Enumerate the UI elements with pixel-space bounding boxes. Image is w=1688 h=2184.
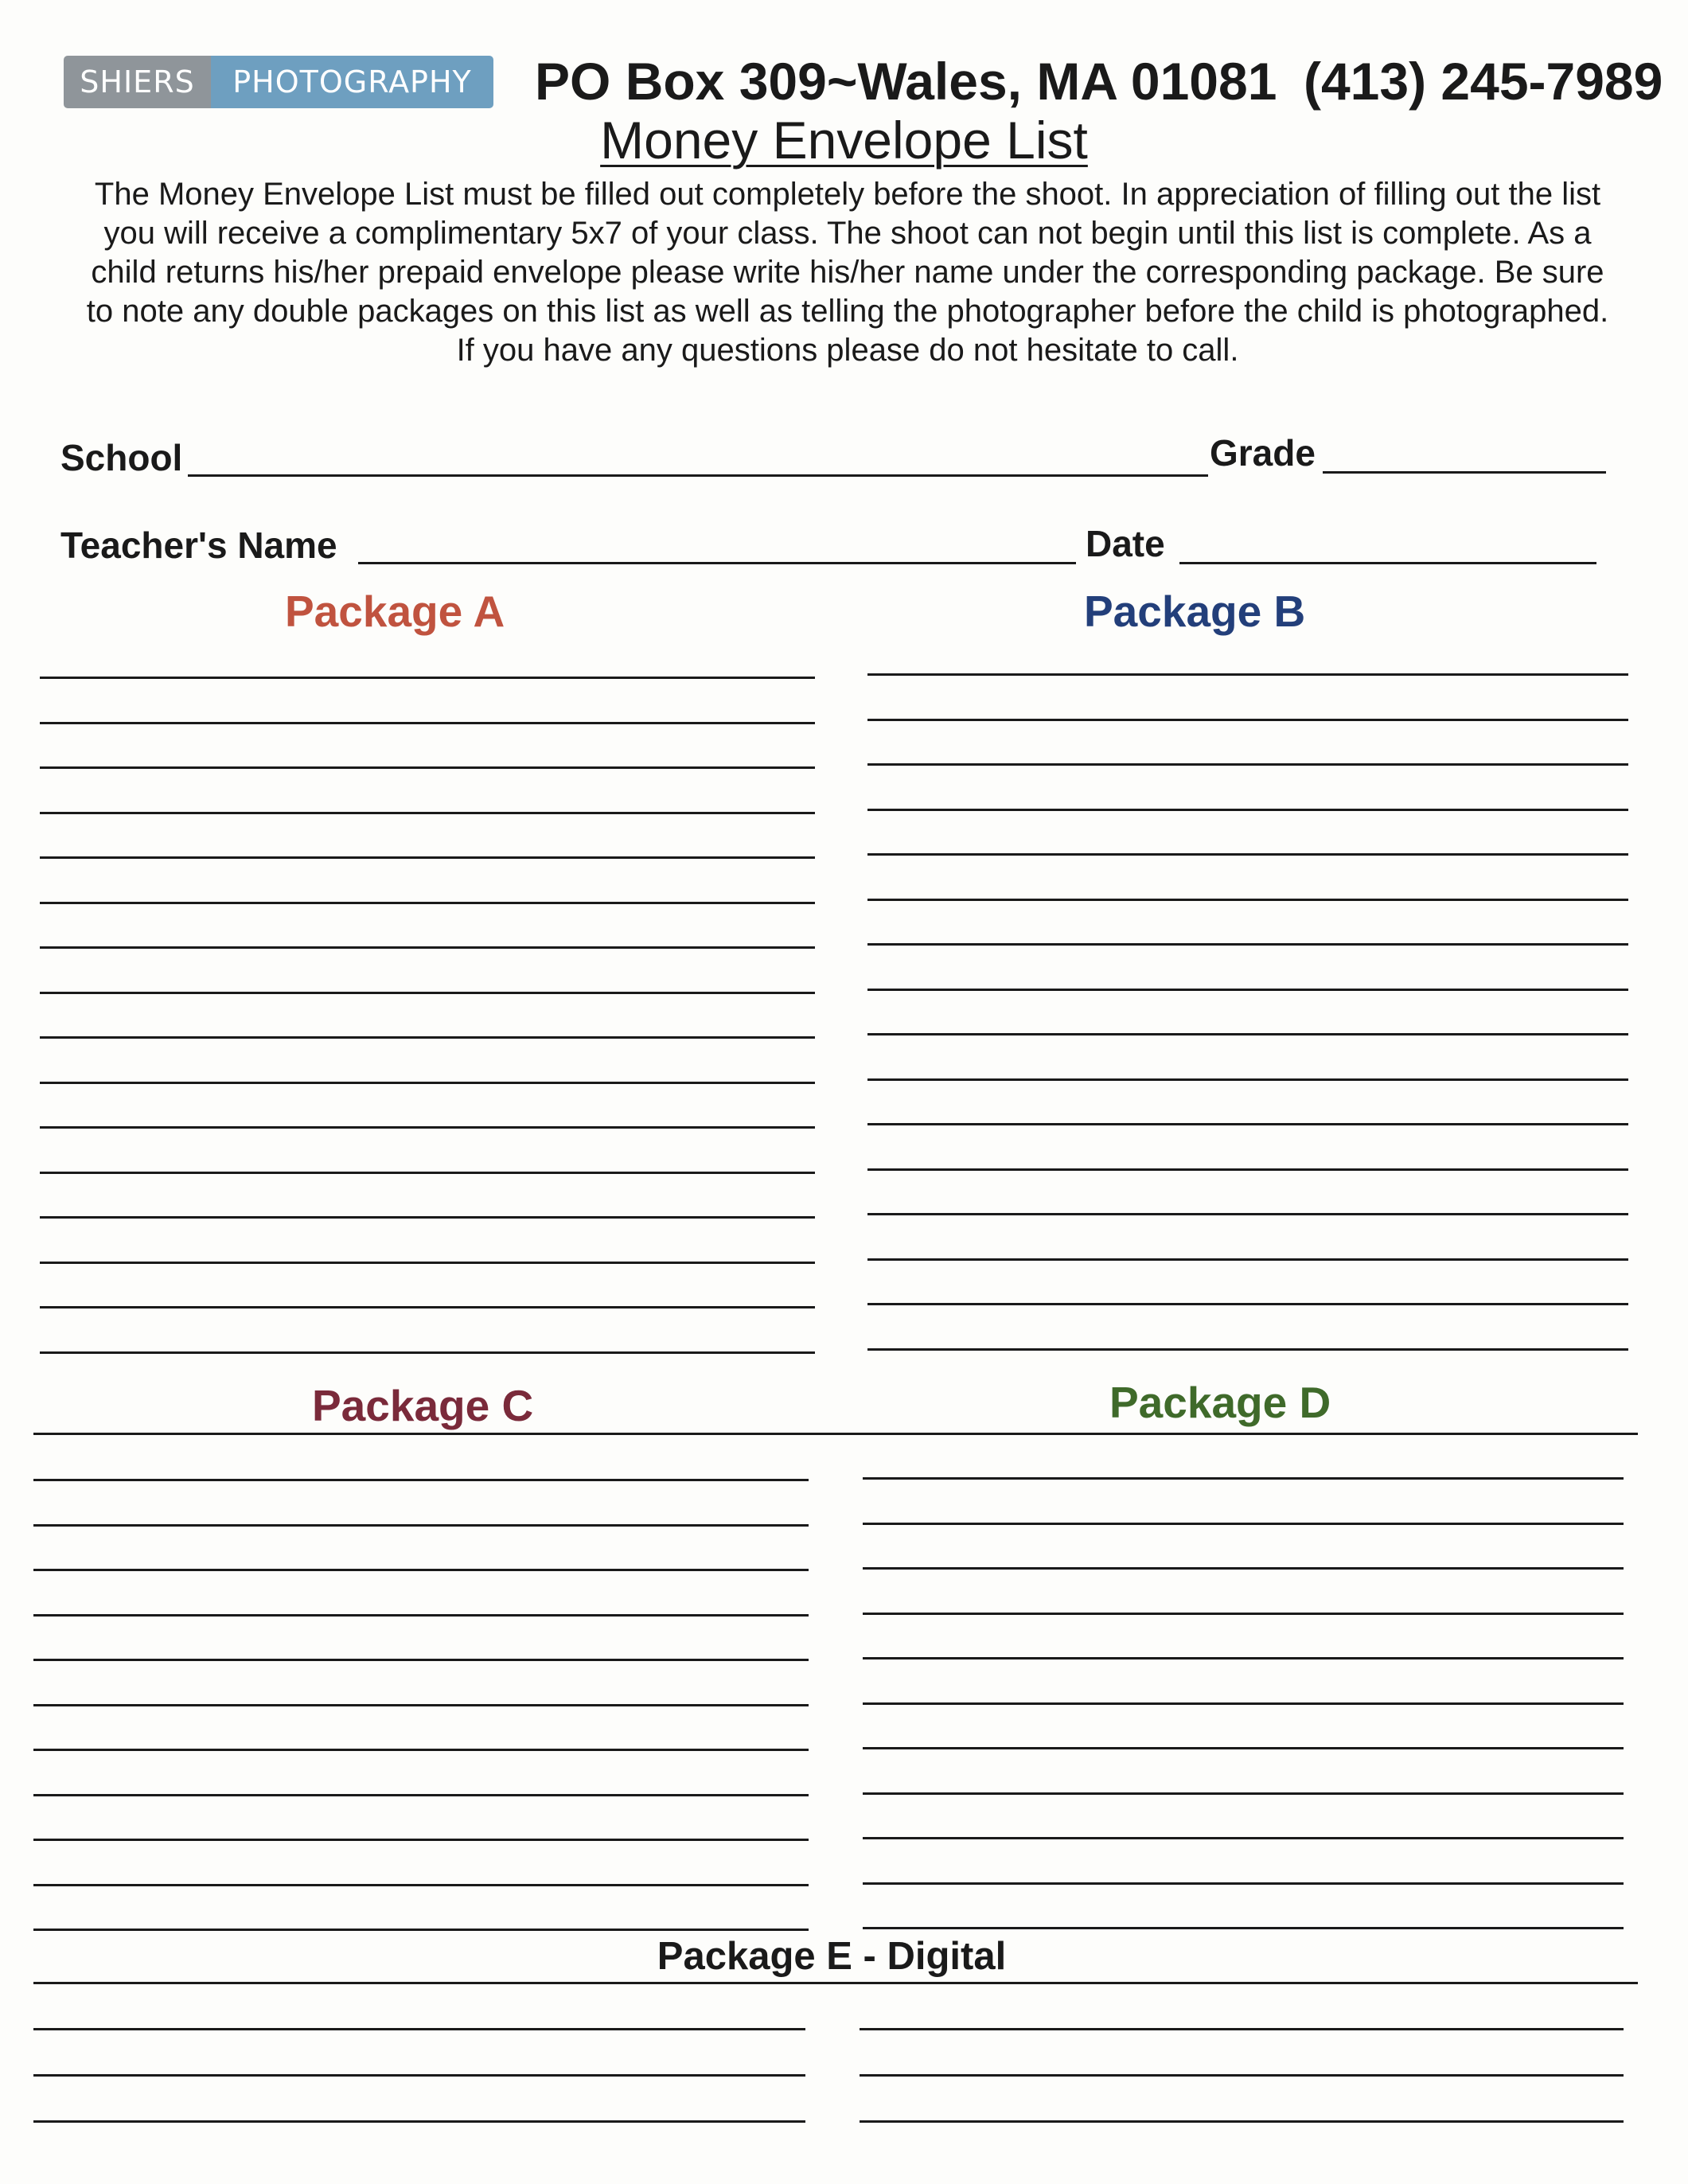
package-c-name-line[interactable] xyxy=(33,1839,809,1841)
package-a-name-line[interactable] xyxy=(40,1306,815,1308)
package-a-name-line[interactable] xyxy=(40,1082,815,1084)
package-b-name-line[interactable] xyxy=(867,899,1628,901)
package-d-name-line[interactable] xyxy=(863,1747,1624,1749)
package-b-name-line[interactable] xyxy=(867,1258,1628,1261)
package-e-heading: Package E - Digital xyxy=(657,1935,1007,1978)
package-b-name-line[interactable] xyxy=(867,989,1628,991)
package-a-name-line[interactable] xyxy=(40,1262,815,1264)
grade-field[interactable] xyxy=(1323,471,1606,474)
package-a-name-line[interactable] xyxy=(40,1216,815,1219)
package-a-name-line[interactable] xyxy=(40,812,815,814)
package-d-name-line[interactable] xyxy=(863,1613,1624,1615)
teacher-name-field[interactable] xyxy=(358,562,1076,564)
instructions-line: The Money Envelope List must be filled out completely before the shoot. In appreciation of filling out the list xyxy=(94,177,1601,212)
package-e-name-line[interactable] xyxy=(860,2028,1624,2030)
instructions-line: child returns his/her prepaid envelope please write his/her name under the corresponding package. Be sure xyxy=(91,255,1604,290)
package-a-name-line[interactable] xyxy=(40,677,815,679)
package-b-heading: Package B xyxy=(1084,587,1306,636)
package-b-name-line[interactable] xyxy=(867,673,1628,676)
package-b-name-line[interactable] xyxy=(867,809,1628,811)
package-c-name-line[interactable] xyxy=(33,1569,809,1571)
company-address: PO Box 309~Wales, MA 01081 xyxy=(535,52,1277,111)
package-c-name-line[interactable] xyxy=(33,1929,809,1931)
package-e-name-line[interactable] xyxy=(33,2028,805,2030)
date-field[interactable] xyxy=(1179,562,1596,564)
package-c-name-line[interactable] xyxy=(33,1524,809,1527)
logo-text-photography: PHOTOGRAPHY xyxy=(211,56,493,108)
instructions-line: you will receive a complimentary 5x7 of your class. The shoot can not begin until this list is complete. As a xyxy=(103,216,1592,251)
package-d-name-line[interactable] xyxy=(863,1927,1624,1929)
package-e-name-line[interactable] xyxy=(33,2120,805,2123)
package-b-name-line[interactable] xyxy=(867,763,1628,766)
package-d-name-line[interactable] xyxy=(863,1477,1624,1480)
date-label: Date xyxy=(1086,523,1165,564)
section-divider xyxy=(33,1433,1638,1435)
package-c-name-line[interactable] xyxy=(33,1614,809,1617)
package-d-name-line[interactable] xyxy=(863,1567,1624,1570)
section-divider xyxy=(33,1982,1638,1984)
package-d-name-line[interactable] xyxy=(863,1657,1624,1659)
grade-label: Grade xyxy=(1210,432,1316,474)
package-e-name-line[interactable] xyxy=(860,2074,1624,2077)
package-b-name-line[interactable] xyxy=(867,1348,1628,1351)
package-b-name-line[interactable] xyxy=(867,1168,1628,1171)
package-d-name-line[interactable] xyxy=(863,1882,1624,1885)
package-a-name-line[interactable] xyxy=(40,1126,815,1129)
instructions-line: to note any double packages on this list as well as telling the photographer before the child is photographed. xyxy=(86,294,1609,329)
package-b-name-line[interactable] xyxy=(867,1078,1628,1081)
package-a-heading: Package A xyxy=(285,587,505,636)
school-field[interactable] xyxy=(188,474,1208,477)
package-d-heading: Package D xyxy=(1109,1378,1331,1427)
instructions xyxy=(44,175,1651,370)
instructions-line: If you have any questions please do not hesitate to call. xyxy=(456,333,1239,368)
package-a-name-line[interactable] xyxy=(40,856,815,859)
package-a-name-line[interactable] xyxy=(40,722,815,724)
package-b-name-line[interactable] xyxy=(867,1033,1628,1035)
package-c-name-line[interactable] xyxy=(33,1704,809,1706)
package-c-heading: Package C xyxy=(312,1381,534,1430)
package-d-name-line[interactable] xyxy=(863,1702,1624,1705)
package-b-name-line[interactable] xyxy=(867,853,1628,856)
package-a-name-line[interactable] xyxy=(40,946,815,949)
package-d-name-line[interactable] xyxy=(863,1792,1624,1795)
package-b-name-line[interactable] xyxy=(867,1123,1628,1125)
logo-text-shiers: SHIERS xyxy=(64,56,211,108)
package-d-name-line[interactable] xyxy=(863,1523,1624,1525)
teacher-name-label: Teacher's Name xyxy=(60,525,337,566)
package-e-name-line[interactable] xyxy=(33,2074,805,2077)
package-d-name-line[interactable] xyxy=(863,1837,1624,1839)
package-c-name-line[interactable] xyxy=(33,1884,809,1886)
package-b-name-line[interactable] xyxy=(867,1213,1628,1215)
package-c-name-line[interactable] xyxy=(33,1749,809,1751)
package-a-name-line[interactable] xyxy=(40,1172,815,1174)
package-b-name-line[interactable] xyxy=(867,1303,1628,1305)
package-c-name-line[interactable] xyxy=(33,1479,809,1481)
school-label: School xyxy=(60,437,183,478)
package-a-name-line[interactable] xyxy=(40,1036,815,1039)
package-e-name-line[interactable] xyxy=(860,2120,1624,2123)
package-b-name-line[interactable] xyxy=(867,943,1628,946)
package-c-name-line[interactable] xyxy=(33,1659,809,1661)
package-b-name-line[interactable] xyxy=(867,719,1628,721)
package-a-name-line[interactable] xyxy=(40,1351,815,1354)
package-c-name-line[interactable] xyxy=(33,1794,809,1796)
company-logo xyxy=(64,56,493,108)
package-a-name-line[interactable] xyxy=(40,902,815,904)
package-a-name-line[interactable] xyxy=(40,992,815,994)
company-phone: (413) 245-7989 xyxy=(1304,52,1663,111)
package-a-name-line[interactable] xyxy=(40,766,815,769)
form-title: Money Envelope List xyxy=(600,111,1088,170)
